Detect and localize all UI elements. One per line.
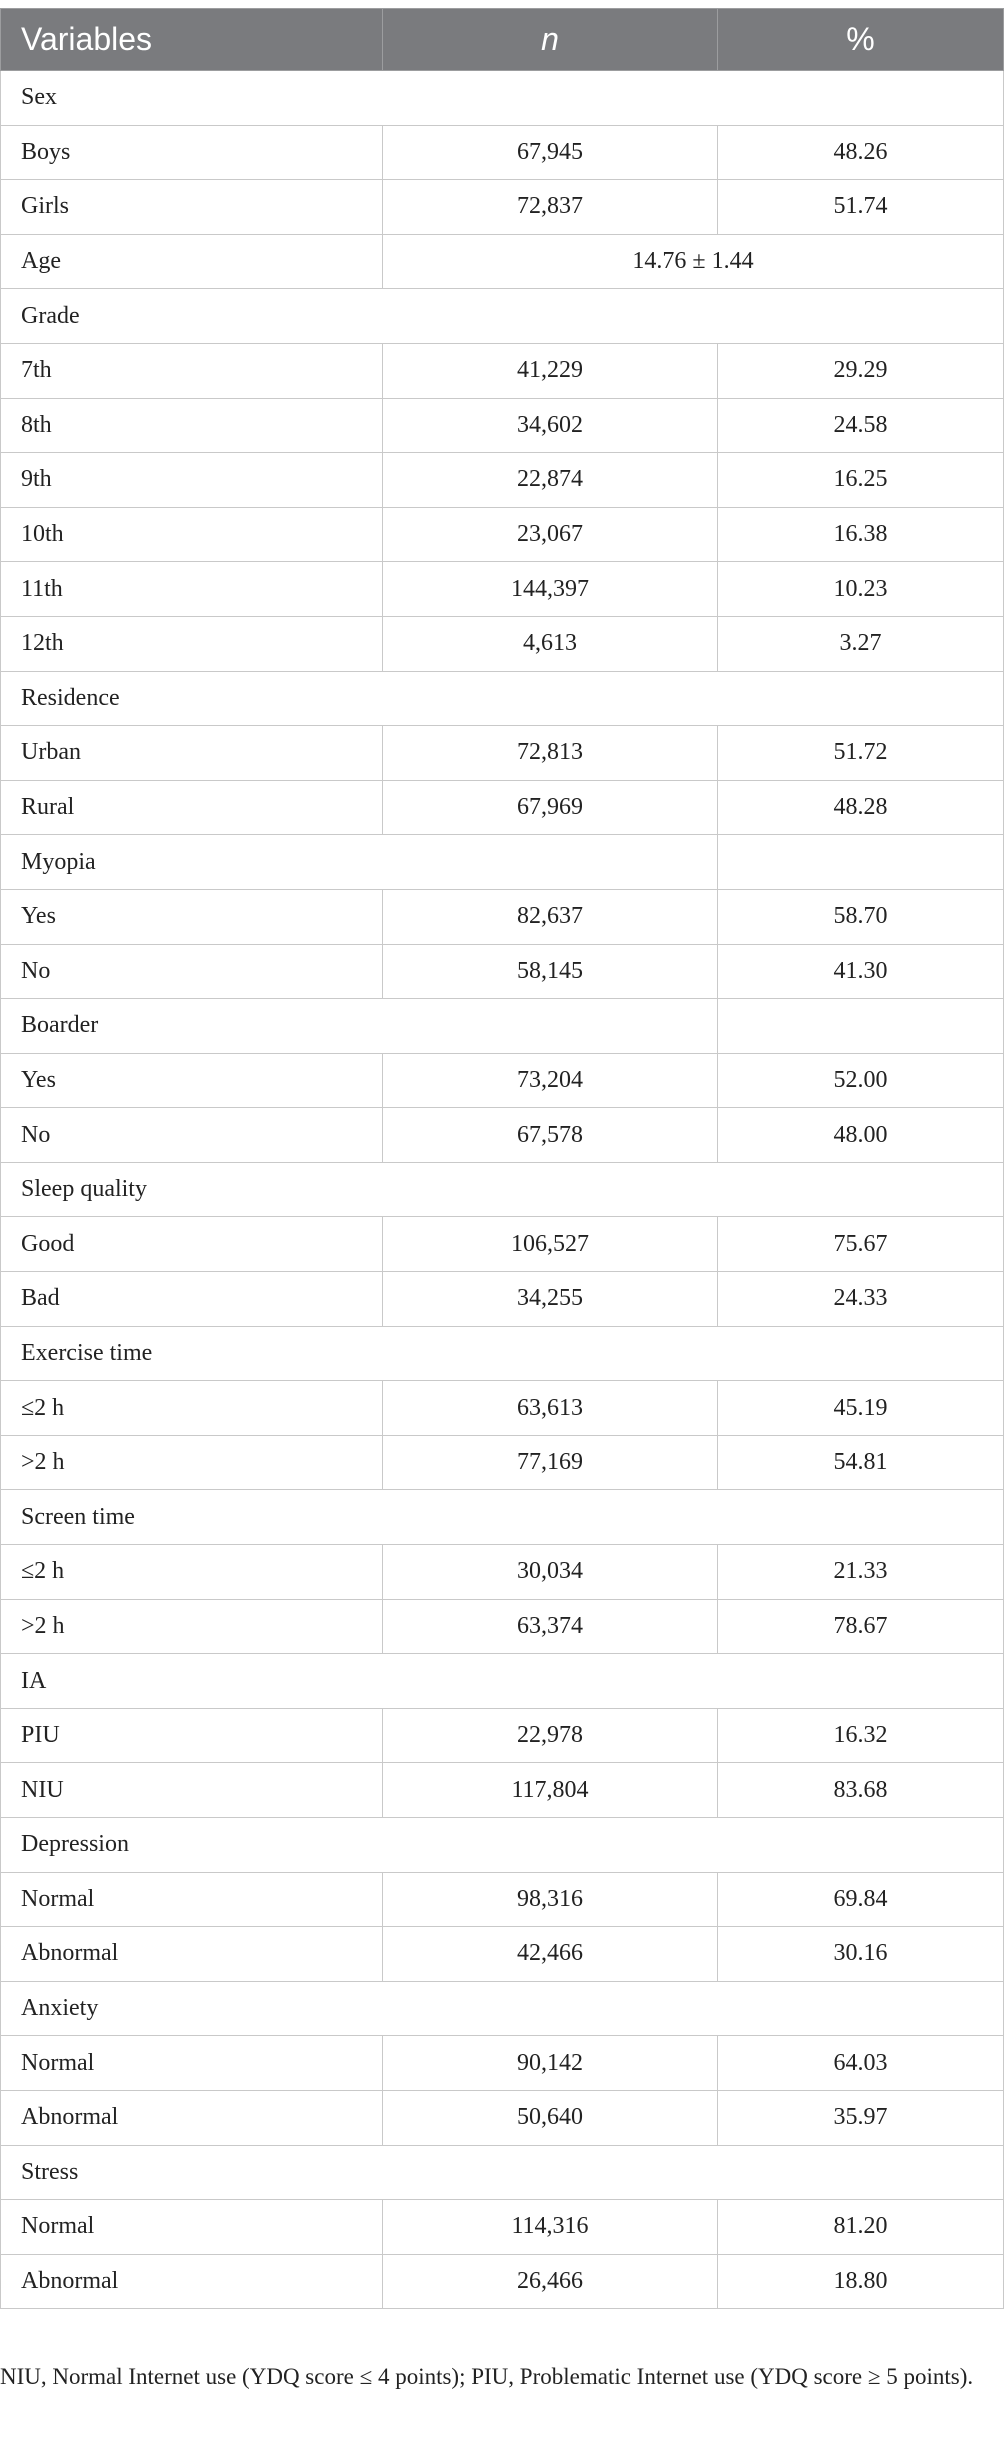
table-row — [1, 1872, 1004, 1927]
row-percent: 52.00 — [718, 1053, 1004, 1108]
table-row — [1, 1272, 1004, 1327]
table-row — [1, 1435, 1004, 1490]
row-n: 50,640 — [383, 2090, 718, 2145]
table-row — [1, 453, 1004, 508]
table-row — [1, 2036, 1004, 2091]
row-percent: 78.67 — [718, 1599, 1004, 1654]
row-label: Good — [1, 1217, 383, 1272]
section-label: Screen time — [1, 1490, 1004, 1545]
row-percent: 16.38 — [718, 507, 1004, 562]
row-n: 22,978 — [383, 1708, 718, 1763]
row-percent: 81.20 — [718, 2200, 1004, 2255]
row-label: 12th — [1, 616, 383, 671]
row-n: 73,204 — [383, 1053, 718, 1108]
row-label: >2 h — [1, 1599, 383, 1654]
table-body — [1, 71, 1004, 2309]
section-row — [1, 1490, 1004, 1545]
empty-cell — [718, 999, 1004, 1054]
row-percent: 48.28 — [718, 780, 1004, 835]
section-label: Sex — [1, 71, 1004, 126]
table-footnote: NIU, Normal Internet use (YDQ score ≤ 4 points); PIU, Problematic Internet use (YDQ score ≥ 5 points). — [0, 2364, 974, 2389]
row-n: 23,067 — [383, 507, 718, 562]
row-percent: 54.81 — [718, 1435, 1004, 1490]
row-label: Bad — [1, 1272, 383, 1327]
row-value: 14.76 ± 1.44 — [383, 234, 1004, 289]
row-label: 8th — [1, 398, 383, 453]
table-row — [1, 398, 1004, 453]
header-percent: % — [718, 9, 1004, 71]
row-label: ≤2 h — [1, 1381, 383, 1436]
row-percent: 3.27 — [718, 616, 1004, 671]
section-label: Anxiety — [1, 1981, 1004, 2036]
table-row — [1, 2200, 1004, 2255]
table-row — [1, 944, 1004, 999]
row-label: 7th — [1, 343, 383, 398]
row-label: 10th — [1, 507, 383, 562]
row-label: >2 h — [1, 1435, 383, 1490]
section-label: Sleep quality — [1, 1162, 1004, 1217]
row-label: Boys — [1, 125, 383, 180]
table-row — [1, 1053, 1004, 1108]
row-percent: 83.68 — [718, 1763, 1004, 1818]
table-row — [1, 1927, 1004, 1982]
table-row — [1, 343, 1004, 398]
table-row — [1, 616, 1004, 671]
row-percent: 16.25 — [718, 453, 1004, 508]
row-label: Girls — [1, 180, 383, 235]
row-percent: 58.70 — [718, 889, 1004, 944]
table-row — [1, 562, 1004, 617]
table-row — [1, 1545, 1004, 1600]
section-row — [1, 835, 1004, 890]
row-n: 67,945 — [383, 125, 718, 180]
table-row — [1, 180, 1004, 235]
row-percent: 75.67 — [718, 1217, 1004, 1272]
row-percent: 69.84 — [718, 1872, 1004, 1927]
row-n: 114,316 — [383, 2200, 718, 2255]
row-n: 67,969 — [383, 780, 718, 835]
section-label: Grade — [1, 289, 1004, 344]
row-percent: 21.33 — [718, 1545, 1004, 1600]
row-percent: 16.32 — [718, 1708, 1004, 1763]
row-label: No — [1, 1108, 383, 1163]
section-row — [1, 671, 1004, 726]
row-percent: 24.58 — [718, 398, 1004, 453]
row-n: 82,637 — [383, 889, 718, 944]
row-n: 34,602 — [383, 398, 718, 453]
table-row — [1, 1763, 1004, 1818]
row-label: PIU — [1, 1708, 383, 1763]
row-label: 11th — [1, 562, 383, 617]
row-percent: 29.29 — [718, 343, 1004, 398]
row-percent: 24.33 — [718, 1272, 1004, 1327]
demographics-table — [0, 8, 1004, 2309]
row-label: Yes — [1, 889, 383, 944]
row-label: Abnormal — [1, 1927, 383, 1982]
section-row — [1, 289, 1004, 344]
table-row — [1, 726, 1004, 781]
section-row — [1, 1654, 1004, 1709]
row-percent: 18.80 — [718, 2254, 1004, 2309]
row-n: 41,229 — [383, 343, 718, 398]
section-label: Myopia — [1, 835, 718, 890]
row-percent: 35.97 — [718, 2090, 1004, 2145]
row-n: 72,837 — [383, 180, 718, 235]
section-row — [1, 71, 1004, 126]
row-percent: 48.00 — [718, 1108, 1004, 1163]
header-variables: Variables — [1, 9, 383, 71]
table-row — [1, 1108, 1004, 1163]
row-label: Normal — [1, 2036, 383, 2091]
row-n: 98,316 — [383, 1872, 718, 1927]
row-n: 22,874 — [383, 453, 718, 508]
row-n: 144,397 — [383, 562, 718, 617]
row-n: 106,527 — [383, 1217, 718, 1272]
table-row — [1, 1599, 1004, 1654]
row-label: Age — [1, 234, 383, 289]
row-n: 63,613 — [383, 1381, 718, 1436]
table-row — [1, 1217, 1004, 1272]
row-n: 26,466 — [383, 2254, 718, 2309]
row-label: Yes — [1, 1053, 383, 1108]
row-n: 67,578 — [383, 1108, 718, 1163]
row-label: Abnormal — [1, 2254, 383, 2309]
row-label: 9th — [1, 453, 383, 508]
row-label: NIU — [1, 1763, 383, 1818]
table-row — [1, 889, 1004, 944]
row-percent: 45.19 — [718, 1381, 1004, 1436]
row-percent: 48.26 — [718, 125, 1004, 180]
row-n: 34,255 — [383, 1272, 718, 1327]
section-row — [1, 1162, 1004, 1217]
section-label: IA — [1, 1654, 1004, 1709]
table-row — [1, 2254, 1004, 2309]
table-row — [1, 1381, 1004, 1436]
section-row — [1, 999, 1004, 1054]
row-label: Abnormal — [1, 2090, 383, 2145]
row-percent: 64.03 — [718, 2036, 1004, 2091]
row-n: 117,804 — [383, 1763, 718, 1818]
row-percent: 30.16 — [718, 1927, 1004, 1982]
table-header-row — [1, 9, 1004, 71]
row-n: 30,034 — [383, 1545, 718, 1600]
section-row — [1, 1818, 1004, 1873]
row-n: 42,466 — [383, 1927, 718, 1982]
row-percent: 51.72 — [718, 726, 1004, 781]
row-n: 4,613 — [383, 616, 718, 671]
row-label: ≤2 h — [1, 1545, 383, 1600]
table-row — [1, 2090, 1004, 2145]
row-label: Rural — [1, 780, 383, 835]
section-label: Depression — [1, 1818, 1004, 1873]
section-label: Exercise time — [1, 1326, 1004, 1381]
row-percent: 51.74 — [718, 180, 1004, 235]
row-n: 90,142 — [383, 2036, 718, 2091]
row-percent: 10.23 — [718, 562, 1004, 617]
row-label: No — [1, 944, 383, 999]
section-row — [1, 2145, 1004, 2200]
row-label: Normal — [1, 2200, 383, 2255]
row-n: 77,169 — [383, 1435, 718, 1490]
table-row — [1, 1708, 1004, 1763]
section-row — [1, 1981, 1004, 2036]
header-n: n — [383, 9, 718, 71]
row-n: 58,145 — [383, 944, 718, 999]
row-label: Urban — [1, 726, 383, 781]
row-label: Normal — [1, 1872, 383, 1927]
section-label: Stress — [1, 2145, 1004, 2200]
row-n: 72,813 — [383, 726, 718, 781]
section-label: Boarder — [1, 999, 718, 1054]
section-row — [1, 1326, 1004, 1381]
row-n: 63,374 — [383, 1599, 718, 1654]
table-row — [1, 234, 1004, 289]
empty-cell — [718, 835, 1004, 890]
row-percent: 41.30 — [718, 944, 1004, 999]
table-row — [1, 780, 1004, 835]
table-row — [1, 125, 1004, 180]
table-row — [1, 507, 1004, 562]
section-label: Residence — [1, 671, 1004, 726]
